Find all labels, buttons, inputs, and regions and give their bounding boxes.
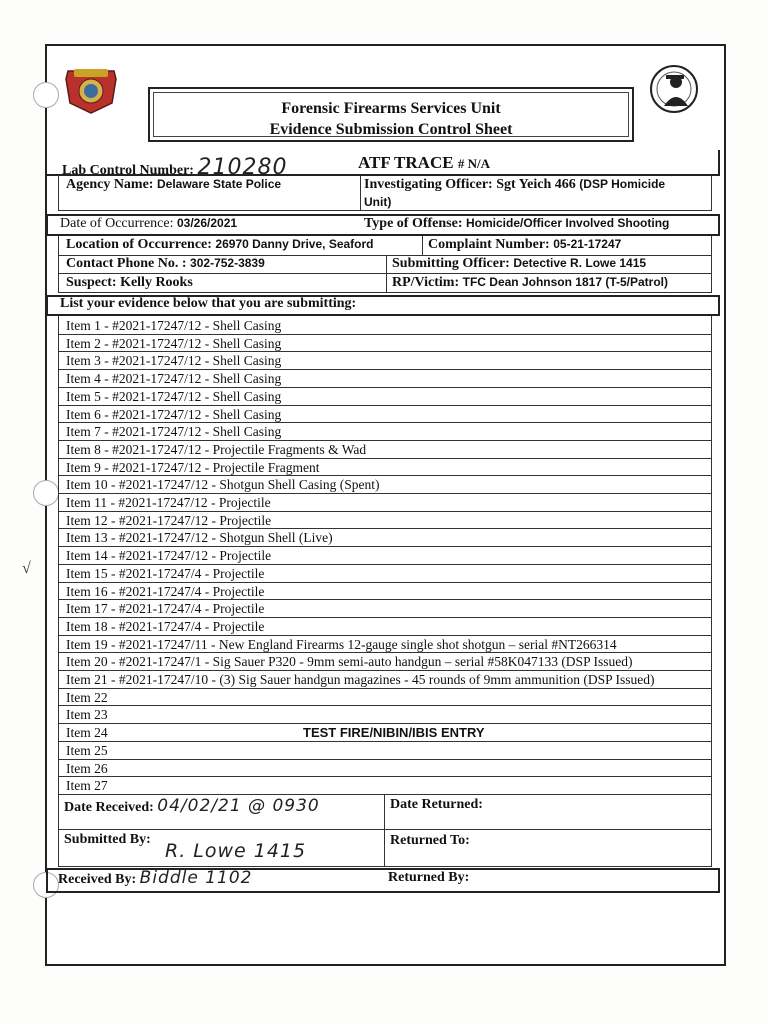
item-row-divider: [58, 794, 712, 795]
evidence-item: Item 5 - #2021-17247/12 - Shell Casing: [66, 388, 282, 404]
evidence-item: Item 4 - #2021-17247/12 - Shell Casing: [66, 371, 282, 387]
agency-row: [66, 177, 281, 193]
complaint-label: Complaint Number:: [428, 237, 550, 252]
received-by-label: Received By:: [58, 872, 137, 887]
returned-by-row: [388, 870, 469, 886]
atf-trace-value: # N/A: [457, 156, 490, 171]
returned-to-label: Returned To:: [390, 833, 470, 848]
location-value: 26970 Danny Drive, Seaford: [215, 237, 374, 251]
item-row-divider: [58, 759, 712, 760]
victim-label: RP/Victim:: [392, 275, 460, 290]
evidence-item: Item 15 - #2021-17247/4 - Projectile: [66, 565, 265, 581]
location-row: [66, 237, 374, 253]
evidence-item: Item 17 - #2021-17247/4 - Projectile: [66, 601, 265, 617]
evidence-item: Item 18 - #2021-17247/4 - Projectile: [66, 618, 265, 634]
atf-trace: [358, 153, 490, 173]
submitted-by-label: Submitted By:: [64, 832, 151, 847]
investigating-officer-unit: (DSP Homicide: [579, 177, 666, 191]
occurrence-value: 03/26/2021: [176, 216, 238, 230]
complaint-value: 05-21-17247: [553, 237, 622, 251]
evidence-item: Item 20 - #2021-17247/1 - Sig Sauer P320 - 9mm semi-auto handgun – serial #58K047133 (DSP Issued): [66, 654, 633, 670]
item-row-divider: [58, 705, 712, 706]
submitted-by-signature: R. Lowe 1415: [165, 840, 307, 862]
date-received-label: Date Received:: [64, 800, 154, 815]
unit-title: Forensic Firearms Services Unit: [281, 100, 501, 117]
date-received-value: 04/02/21 @ 0930: [157, 796, 320, 816]
lab-control-number: 210280: [197, 155, 288, 180]
punch-hole: [33, 82, 59, 108]
date-received-row: [64, 796, 320, 816]
submitting-officer-value: Detective R. Lowe 1415: [513, 256, 647, 270]
agency-value: Delaware State Police: [156, 177, 282, 191]
investigating-officer-unit-2: Unit): [364, 195, 392, 209]
suspect-value: Kelly Rooks: [120, 275, 193, 290]
evidence-item: Item 21 - #2021-17247/10 - (3) Sig Sauer handgun magazines - 45 rounds of 9mm ammunition (DSP Issued): [66, 672, 655, 687]
unit-seal-logo: [644, 64, 704, 114]
submitting-officer-row: [392, 256, 646, 272]
offense-value: Homicide/Officer Involved Shooting: [466, 216, 670, 230]
evidence-item: Item 26: [66, 760, 108, 776]
evidence-item: Item 13 - #2021-17247/12 - Shotgun Shell (Live): [66, 530, 333, 546]
dsp-badge-logo: [62, 65, 120, 115]
title-box: [148, 87, 634, 142]
evidence-item: Item 11 - #2021-17247/12 - Projectile: [66, 495, 271, 510]
evidence-item: Item 12 - #2021-17247/12 - Projectile: [66, 512, 272, 528]
occurrence-row: [60, 216, 237, 232]
suspect-label: Suspect:: [66, 275, 117, 290]
item-row-divider: [58, 776, 712, 777]
submitted-by-row: [64, 832, 151, 848]
contact-label: Contact Phone No. :: [66, 256, 187, 271]
evidence-item: Item 6 - #2021-17247/12 - Shell Casing: [66, 406, 282, 422]
evidence-item: Item 14 - #2021-17247/12 - Projectile: [66, 548, 272, 564]
evidence-item: Item 1 - #2021-17247/12 - Shell Casing: [66, 318, 282, 333]
investigating-officer-label: Investigating Officer: Sgt Yeich 466: [364, 177, 576, 192]
victim-row: [392, 275, 668, 291]
date-returned-label: Date Returned:: [390, 797, 483, 812]
evidence-header: List your evidence below that you are submitting:: [60, 296, 357, 311]
item-row-divider: [58, 741, 712, 742]
returned-to-row: [390, 833, 470, 849]
suspect-row: [66, 275, 193, 291]
item-row-divider: [58, 723, 712, 724]
evidence-item: Item 25: [66, 742, 108, 758]
evidence-item: Item 2 - #2021-17247/12 - Shell Casing: [66, 335, 282, 351]
complaint-row: [428, 237, 621, 253]
sheet-title: Evidence Submission Control Sheet: [269, 121, 513, 138]
punch-hole: [33, 480, 59, 506]
submitting-officer-label: Submitting Officer:: [392, 256, 510, 271]
evidence-item: Item 10 - #2021-17247/12 - Shotgun Shell Casing (Spent): [66, 477, 380, 493]
returned-by-label: Returned By:: [388, 870, 470, 885]
evidence-item: Item 24: [66, 725, 108, 741]
contact-value: 302-752-3839: [190, 256, 265, 270]
test-fire-label: TEST FIRE/NIBIN/IBIS ENTRY: [303, 725, 485, 740]
evidence-item: Item 8 - #2021-17247/12 - Projectile Fragments & Wad: [66, 441, 367, 457]
location-label: Location of Occurrence:: [66, 237, 212, 252]
evidence-item: Item 7 - #2021-17247/12 - Shell Casing: [66, 424, 282, 440]
investigating-officer-row-2: [364, 195, 391, 211]
agency-label: Agency Name:: [66, 177, 154, 192]
evidence-item: Item 22: [66, 689, 108, 705]
evidence-item: Item 3 - #2021-17247/12 - Shell Casing: [66, 353, 282, 369]
evidence-item: Item 27: [66, 778, 108, 794]
atf-trace-label: ATF TRACE: [358, 153, 454, 172]
victim-value: TFC Dean Johnson 1817 (T-5/Patrol): [462, 275, 668, 289]
contact-row: [66, 256, 265, 272]
evidence-item: Item 9 - #2021-17247/12 - Projectile Fragment: [66, 459, 320, 475]
evidence-item: Item 16 - #2021-17247/4 - Projectile: [66, 583, 265, 599]
date-returned-row: [390, 797, 483, 813]
lab-control-label: Lab Control Number:: [62, 163, 194, 178]
evidence-item: Item 19 - #2021-17247/11 - New England Firearms 12-gauge single shot shotgun – serial #NT266314: [66, 636, 617, 652]
offense-label: Type of Offense:: [364, 216, 463, 231]
evidence-item: Item 23: [66, 707, 108, 723]
received-by-value: Biddle 1102: [139, 868, 253, 888]
occurrence-label: Date of Occurrence:: [60, 216, 174, 231]
offense-row: [364, 216, 669, 232]
received-by-row: [58, 868, 252, 888]
investigating-officer-row: [364, 177, 665, 193]
check-mark: √: [22, 560, 31, 577]
